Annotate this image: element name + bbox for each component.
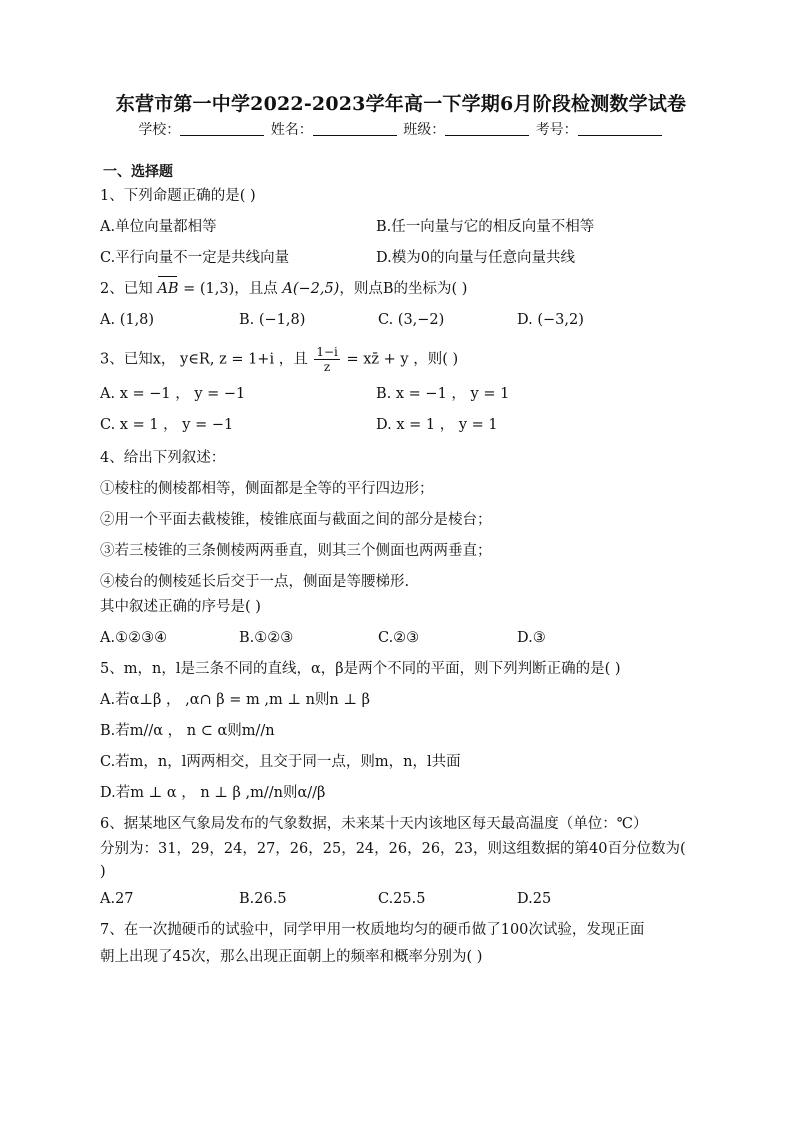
q5-option-a[interactable]: A.若α⊥β ， ,α∩ β = m ,m ⊥ n则n ⊥ β [100,692,371,708]
question-7-line-2: 朝上出现了45次，那么出现正面朝上的频率和概率分别为( ) [100,949,483,965]
question-6-options [100,889,710,910]
q1-option-c[interactable]: C.平行向量不一定是共线向量 [100,250,290,266]
q6-option-c[interactable]: C.25.5 [378,891,426,907]
exam-title: 东营市第一中学2022-2023学年高一下学期6月阶段检测数学试卷 [115,93,687,115]
q4-statement-2: ②用一个平面去截棱锥，棱锥底面与截面之间的部分是棱台； [100,512,492,528]
student-info-line [96,120,706,140]
school-label: 学校： [138,122,181,138]
exam-page [96,92,706,968]
q3-option-a[interactable]: A. x = −1 ， y = −1 [100,386,246,402]
q3-stem-pre: 3、已知x， y∈R, z = 1+i ，且 [100,351,313,368]
section-heading: 一、选择题 [103,164,173,180]
question-6-line-3: ) [100,864,106,880]
name-label: 姓名： [270,122,313,138]
exam-number-blank[interactable] [578,121,662,136]
q3-stem-post: = xz̄ + y ，则( ) [341,351,459,368]
q4-option-d[interactable]: D.③ [517,630,546,646]
q4-option-c[interactable]: C.②③ [378,630,420,646]
question-7-line-1: 7、在一次抛硬币的试验中，同学甲用一枚质地均匀的硬币做了100次试验，发现正面 [100,922,645,938]
q4-option-b[interactable]: B.①②③ [239,630,294,646]
question-3-options-row-2 [100,415,710,436]
vector-ab: AB [157,279,178,300]
q5-option-d[interactable]: D.若m ⊥ α ， n ⊥ β ,m//n则α//β [100,785,326,801]
question-4-options [100,628,710,649]
question-6-line-2: 分别为：31，29，24，27，26，25，24，26，26，23，则这组数据的第40百分位数为( [100,841,686,857]
fraction [314,345,340,374]
q2-stem-post: ，则点B的坐标为( ) [339,281,468,297]
question-1-options-row-2 [100,248,710,269]
q2-stem-mid: = (1,3)，且点 [178,281,283,297]
question-1-options-row-1 [100,217,710,238]
q3-option-c[interactable]: C. x = 1 ， y = −1 [100,417,234,433]
q1-option-b[interactable]: B.任一向量与它的相反向量不相等 [376,219,595,235]
q4-statement-1: ①棱柱的侧棱都相等，侧面都是全等的平行四边形； [100,481,434,497]
class-blank[interactable] [445,121,529,136]
q6-option-a[interactable]: A.27 [100,891,134,907]
q2-option-b[interactable]: B. (−1,8) [239,312,306,328]
question-2-stem [100,279,710,300]
q2-option-d[interactable]: D. (−3,2) [517,312,584,328]
point-a: A(−2,5) [282,281,340,297]
q5-option-c[interactable]: C.若m，n，l两两相交，且交于同一点，则m，n，l共面 [100,754,461,770]
question-3-options-row-1 [100,384,710,405]
name-blank[interactable] [313,121,397,136]
q1-option-d[interactable]: D.模为0的向量与任意向量共线 [376,250,575,266]
q5-option-b[interactable]: B.若m//α ， n ⊂ α则m//n [100,723,275,739]
exam-number-label: 考号： [535,122,578,138]
q4-ask: 其中叙述正确的序号是( ) [100,599,261,615]
q2-stem-pre: 2、已知 [100,281,158,297]
question-4-stem: 4、给出下列叙述： [100,450,226,466]
question-6-line-1: 6、据某地区气象局发布的气象数据，未来某十天内该地区每天最高温度（单位：℃） [100,816,648,832]
q6-option-d[interactable]: D.25 [517,891,552,907]
q3-option-b[interactable]: B. x = −1 ， y = 1 [376,386,510,402]
school-blank[interactable] [180,121,264,136]
q2-option-c[interactable]: C. (3,−2) [378,312,445,328]
q6-option-b[interactable]: B.26.5 [239,891,287,907]
q4-option-a[interactable]: A.①②③④ [100,630,168,646]
fraction-numerator: 1−i [316,345,338,359]
q4-statement-3: ③若三棱锥的三条侧棱两两垂直，则其三个侧面也两两垂直； [100,543,492,559]
question-2-options [100,310,710,331]
fraction-denominator: z [323,360,331,374]
q3-option-d[interactable]: D. x = 1 ， y = 1 [376,417,498,433]
question-5-stem: 5、m，n，l是三条不同的直线，α，β是两个不同的平面，则下列判断正确的是( ) [100,661,621,677]
question-1-stem: 1、下列命题正确的是( ) [100,188,256,204]
q4-statement-4: ④棱台的侧棱延长后交于一点，侧面是等腰梯形. [100,574,410,590]
question-3-stem [100,345,710,374]
q2-option-a[interactable]: A. (1,8) [100,312,155,328]
class-label: 班级： [403,122,446,138]
q1-option-a[interactable]: A.单位向量都相等 [100,219,217,235]
